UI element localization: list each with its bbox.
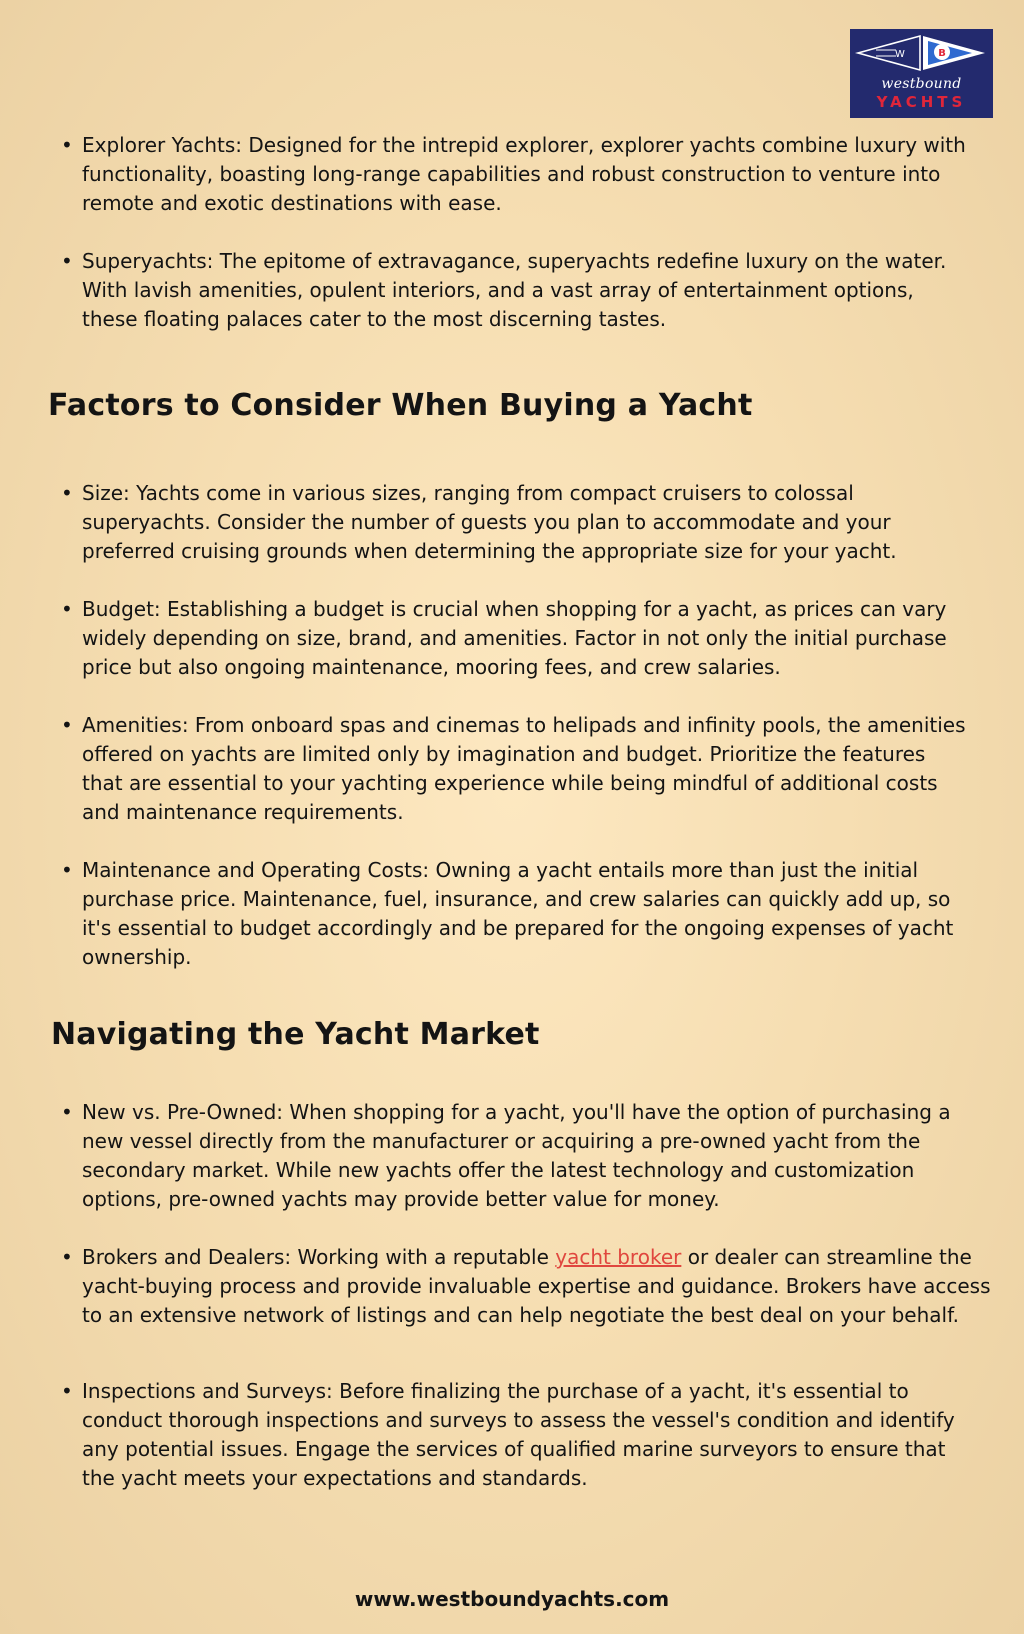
list-item-text-after: or dealer can streamline the yacht-buying process and provide invaluable expertise and guidance. Brokers have access to an extensive network of listings and can help negotiate the best deal on your behalf. <box>82 1245 991 1327</box>
bullet-icon: • <box>61 1245 73 1269</box>
list-item-text: Maintenance and Operating Costs: Owning a yacht entails more than just the initial purchase price. Maintenance, fuel, insurance, and crew salaries can quickly add up, so it's essential to budget accordingly and be prepared for the ongoing expenses of yacht ownership. <box>82 858 954 969</box>
footer-website-url[interactable]: www.westboundyachts.com <box>354 1587 670 1611</box>
section-heading-factors: Factors to Consider When Buying a Yacht <box>48 388 753 423</box>
list-item-text: Inspections and Surveys: Before finalizing the purchase of a yacht, it's essential to conduct thorough inspections and surveys to assess the vessel's condition and identify any potential issues. Engage the services of qualified marine surveyors to ensure that the yacht meets your expectations and standards. <box>82 1379 955 1490</box>
bullet-icon: • <box>61 133 73 157</box>
list-item-text-before: Brokers and Dealers: Working with a reputable <box>82 1245 556 1269</box>
list-item-text: Amenities: From onboard spas and cinemas to helipads and infinity pools, the amenities offered on yachts are limited only by imagination and budget. Prioritize the features that are essential to your yachting experience while being mindful of additional costs and maintenance requirements. <box>82 713 966 824</box>
westbound-yachts-logo[interactable] <box>850 29 993 118</box>
list-item-text: Superyachts: The epitome of extravagance, superyachts redefine luxury on the water. With lavish amenities, opulent interiors, and a vast array of entertainment options, these floating palaces cater to the most discerning tastes. <box>82 249 947 331</box>
bullet-icon: • <box>61 1379 73 1403</box>
section-heading-market: Navigating the Yacht Market <box>51 1017 540 1052</box>
list-item-text: Explorer Yachts: Designed for the intrepid explorer, explorer yachts combine luxury with functionality, boasting long-range capabilities and robust construction to venture into remote and exotic destinations with ease. <box>82 133 966 215</box>
bullet-icon: • <box>61 858 73 882</box>
logo-wordmark: YACHTS <box>876 93 967 111</box>
list-item <box>48 247 968 334</box>
list-item <box>48 711 968 827</box>
list-item-text: Size: Yachts come in various sizes, ranging from compact cruisers to colossal superyachts. Consider the number of guests you plan to accommodate and your preferred cruising grounds when determining the appropriate size for your yacht. <box>82 481 897 563</box>
list-item <box>48 1098 968 1214</box>
list-item <box>48 856 968 972</box>
list-item <box>48 1243 998 1330</box>
bullet-icon: • <box>61 249 73 273</box>
bullet-icon: • <box>61 481 73 505</box>
list-item <box>48 479 968 566</box>
logo-emblem-right: B <box>938 48 946 59</box>
bullet-icon: • <box>61 597 73 621</box>
list-item <box>48 595 968 682</box>
bullet-icon: • <box>61 1100 73 1124</box>
yacht-broker-link[interactable]: yacht broker <box>555 1245 682 1269</box>
burgee-flags-icon <box>850 29 993 77</box>
list-item-text: New vs. Pre-Owned: When shopping for a yacht, you'll have the option of purchasing a new vessel directly from the manufacturer or acquiring a pre-owned yacht from the secondary market. While new yachts offer the latest technology and customization options, pre-owned yachts may provide better value for money. <box>82 1100 951 1211</box>
bullet-icon: • <box>61 713 73 737</box>
logo-emblem-left: W <box>895 49 905 60</box>
list-item-text: Budget: Establishing a budget is crucial when shopping for a yacht, as prices can vary widely depending on size, brand, and amenities. Factor in not only the initial purchase price but also ongoing maintenance, mooring fees, and crew salaries. <box>82 597 947 679</box>
logo-script-text: westbound <box>881 76 962 92</box>
list-item <box>48 1377 968 1493</box>
list-item <box>48 131 968 218</box>
